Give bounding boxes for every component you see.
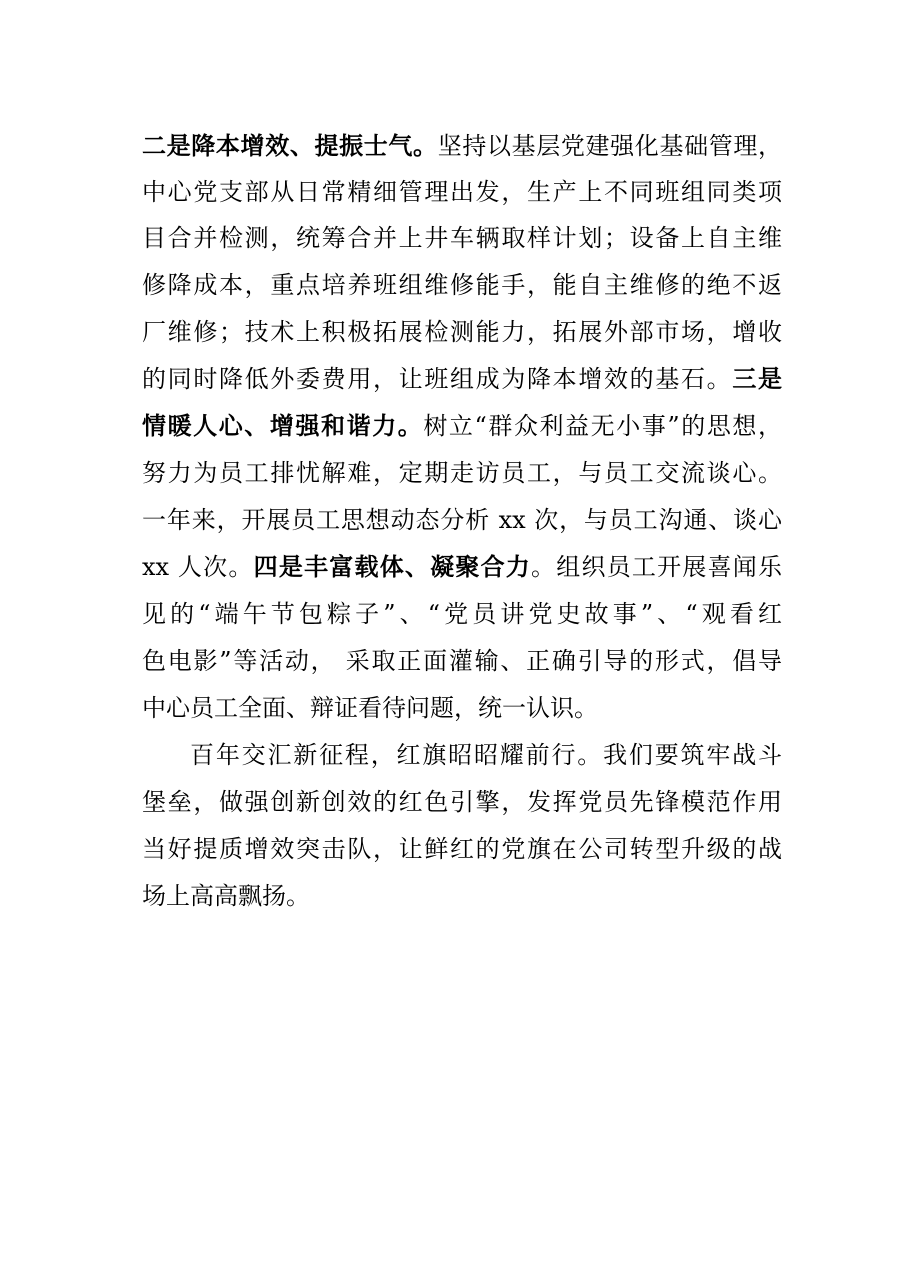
paragraph-1-line-4: 修降成本，重点培养班组维修能手，能自主维修的绝不返 [142,271,782,299]
paragraph-1-line-7 [142,404,782,448]
paragraph-1-line-11: 见的“端午节包粽子”、“党员讲党史故事”、“观看红 [142,600,782,628]
bold-heading-3-start: 三是 [732,364,783,393]
paragraph-1-line-12: 色电影”等活动， 采取正面灌输、正确引导的形式，倡导 [142,647,782,675]
paragraph-2-line-1: 百年交汇新征程，红旗昭昭耀前行。我们要筑牢战斗 [190,741,782,769]
bold-heading-2: 二是降本增效、提振士气。 [142,131,438,160]
paragraph-1-line-6 [142,357,782,401]
bold-heading-3: 情暖人心、增强和谐力。 [142,411,424,440]
paragraph-1-line-5: 厂维修；技术上积极拓展检测能力，拓展外部市场，增收 [142,318,782,346]
paragraph-1-line-3: 目合并检测，统筹合并上井车辆取样计划；设备上自主维 [142,224,782,252]
paragraph-text: 坚持以基层党建强化基础管理， [437,132,783,160]
bold-heading-4: 四是丰富载体、凝聚合力 [253,552,532,581]
paragraph-1-line-9: 一年来，开展员工思想动态分析 xx 次，与员工沟通、谈心 [142,506,782,534]
paragraph-text: 树立“群众利益无小事”的思想， [423,412,782,440]
paragraph-2-line-3: 当好提质增效突击队，让鲜红的党旗在公司转型升级的战 [142,835,782,863]
paragraph-text: xx 人次。 [142,553,254,581]
paragraph-1-line-1 [142,124,782,168]
paragraph-1-line-2: 中心党支部从日常精细管理出发，生产上不同班组同类项 [142,178,782,206]
paragraph-2-line-2: 堡垒，做强创新创效的红色引擎，发挥党员先锋模范作用 [142,788,782,816]
paragraph-1-line-8: 努力为员工排忧解难，定期走访员工，与员工交流谈心。 [142,459,782,487]
paragraph-text: 的同时降低外委费用，让班组成为降本增效的基石。 [142,365,733,393]
paragraph-1-line-10 [142,545,782,589]
paragraph-2-line-4: 场上高高飘扬。 [142,882,310,910]
paragraph-text: 。组织员工开展喜闻乐 [531,553,783,581]
paragraph-1-line-13: 中心员工全面、辩证看待问题，统一认识。 [142,694,598,722]
